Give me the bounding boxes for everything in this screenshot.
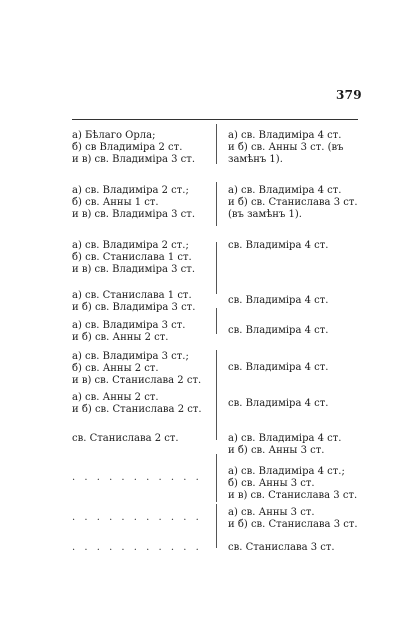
left-cell <box>72 542 202 554</box>
right-cell <box>228 240 328 252</box>
text-line: а) св. Владиміра 3 ст. <box>72 320 186 331</box>
text-line: а) св. Владиміра 2 ст.; <box>72 185 189 196</box>
text-line: а) Бѣлаго Орла; <box>72 130 156 141</box>
text-line: а) св. Владиміра 4 ст. <box>228 185 342 196</box>
left-cell <box>72 240 195 276</box>
text-line: а) св. Станислава 1 ст. <box>72 290 192 301</box>
text-line: и в) св. Владиміра 3 ст. <box>72 154 195 165</box>
right-cell <box>228 542 335 554</box>
right-cell <box>228 295 328 307</box>
right-cell <box>228 325 328 337</box>
text-line: и б) св. Владиміра 3 ст. <box>72 302 196 313</box>
text-line: св. Владиміра 4 ст. <box>228 362 329 373</box>
text-line: а) св. Владиміра 3 ст.; <box>72 351 189 362</box>
right-cell <box>228 398 328 410</box>
left-cell <box>72 351 201 387</box>
text-line: и б) св. Анны 3 ст. (въ <box>228 142 344 153</box>
text-line: и б) св. Анны 3 ст. <box>228 445 325 456</box>
text-line: (въ замѣнъ 1). <box>228 209 302 220</box>
left-cell <box>72 130 195 166</box>
text-line: и б) св. Станислава 2 ст. <box>72 404 202 415</box>
text-line: б) св Владиміра 2 ст. <box>72 142 183 153</box>
text-line: св. Станислава 2 ст. <box>72 433 179 444</box>
column-divider <box>216 124 217 548</box>
text-line: а) св. Владиміра 2 ст.; <box>72 240 189 251</box>
dot-leader: . . . . . . . . . . . <box>72 472 202 483</box>
right-cell <box>228 433 342 457</box>
text-line: а) св. Анны 2 ст. <box>72 392 159 403</box>
left-cell <box>72 320 186 344</box>
text-line: и б) св. Станислава 3 ст. <box>228 197 358 208</box>
text-line: св. Владиміра 4 ст. <box>228 325 329 336</box>
left-cell <box>72 433 179 445</box>
text-line: а) св. Владиміра 4 ст.; <box>228 466 345 477</box>
left-cell <box>72 185 195 221</box>
dot-leader: . . . . . . . . . . . <box>72 512 202 523</box>
text-line: а) св. Владиміра 4 ст. <box>228 130 342 141</box>
text-line: и в) св. Владиміра 3 ст. <box>72 209 195 220</box>
header-rule <box>72 119 358 120</box>
right-cell <box>228 466 357 502</box>
right-cell <box>228 130 344 166</box>
text-line: а) св. Владиміра 4 ст. <box>228 433 342 444</box>
text-line: б) св. Анны 2 ст. <box>72 363 159 374</box>
dot-leader: . . . . . . . . . . . <box>72 542 202 553</box>
text-line: св. Владиміра 4 ст. <box>228 398 329 409</box>
text-line: б) св. Станислава 1 ст. <box>72 252 192 263</box>
left-cell <box>72 512 202 524</box>
text-line: б) св. Анны 1 ст. <box>72 197 159 208</box>
right-cell <box>228 507 358 531</box>
text-line: б) св. Анны 3 ст. <box>228 478 315 489</box>
left-cell <box>72 392 202 416</box>
text-line: св. Владиміра 4 ст. <box>228 295 329 306</box>
text-line: и в) св. Станислава 3 ст. <box>228 490 358 501</box>
text-line: св. Станислава 3 ст. <box>228 542 335 553</box>
text-line: св. Владиміра 4 ст. <box>228 240 329 251</box>
left-cell <box>72 290 195 314</box>
left-cell <box>72 472 202 484</box>
text-line: и б) св. Станислава 3 ст. <box>228 519 358 530</box>
text-line: и в) св. Владиміра 3 ст. <box>72 264 195 275</box>
text-line: а) св. Анны 3 ст. <box>228 507 315 518</box>
text-line: и в) св. Станислава 2 ст. <box>72 375 202 386</box>
text-line: и б) св. Анны 2 ст. <box>72 332 169 343</box>
text-line: замѣнъ 1). <box>228 154 283 165</box>
page-number: 379 <box>336 88 362 102</box>
right-cell <box>228 185 358 221</box>
right-cell <box>228 362 328 374</box>
